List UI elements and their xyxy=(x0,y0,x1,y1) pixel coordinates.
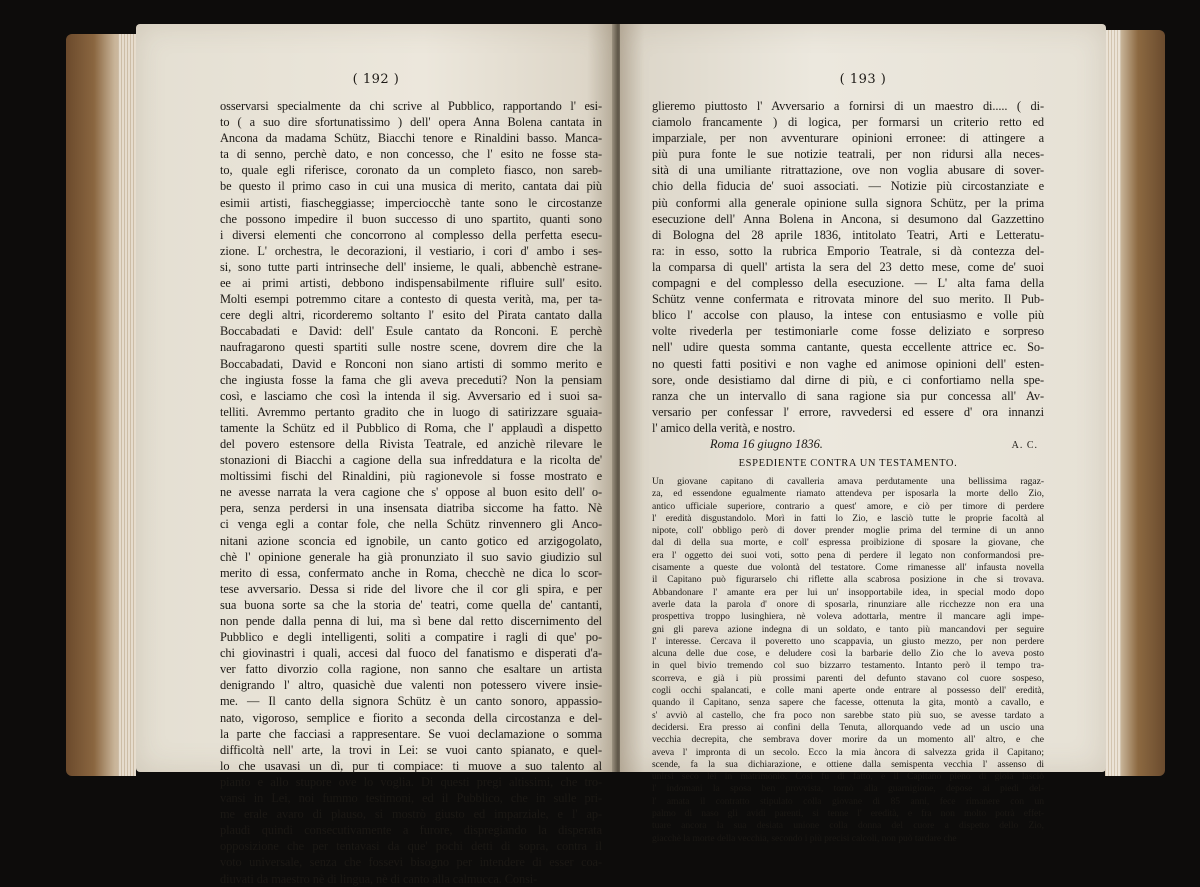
text-line: difficoltà nell' arte, la trovi in Lei: se vuoi canto spianato, e quel- xyxy=(220,742,602,757)
text-line: me. — Il canto della signora Schütz è un canto sonoro, appassio- xyxy=(220,694,602,709)
small-text-line: Un giovane capitano di cavalleria amava perdutamente una bellissima ragaz- xyxy=(652,475,1044,487)
anecdote-body xyxy=(652,476,1044,845)
text-line: la parte che facciasi a rappresentare. Se vuoi declamazione o somma xyxy=(220,726,602,741)
text-line: telliti. Avremmo pertanto gradito che in luogo di satirizzare sguaia- xyxy=(220,404,602,419)
text-line: chè l' opinione generale ha già pronunziato il suo savio giudizio sul xyxy=(220,549,602,564)
text-line: non pende dalla penna di lui, ma sì bene dal retto discernimento del xyxy=(220,614,602,628)
text-line: osservarsi specialmente da chi scrive al Pubblico, rapportando l' esi- xyxy=(220,99,602,113)
small-text-line: l' eredità disgustandolo. Morì in fatti lo Zio, e lasciò tutte le proprie facoltà al xyxy=(652,512,1044,524)
small-text-line: aveva l' impronta di un secolo. Ecco la mia àncora di salvezza grida il Capitano; xyxy=(652,746,1044,758)
text-line: sità di una umiliante ritrattazione, ove non voglia abusare di sover- xyxy=(652,163,1044,178)
dateline: Roma 16 giugno 1836. xyxy=(710,436,823,451)
small-text-line: prospettiva troppo lusinghiera, nè voleva adottarla, mentre il mancare agli impe- xyxy=(652,611,1044,623)
small-text-line: scorreva, e già i più prossimi parenti del defunto stavano col cuore sospeso, xyxy=(652,672,1044,684)
text-line: esimii artisti, fiaschеggiasse; imperciocchè tante sono le circostanze xyxy=(220,195,602,210)
text-line: ee ai primi artisti, debbono indispensabilmente rifluire sull' esito. xyxy=(220,276,602,291)
text-line: imparziale, per non avventurare opinioni erronee: di attingere a xyxy=(652,131,1044,146)
small-text-line: cisamente a queste due volontà del testatore. Come rimanesse all' infausta novella xyxy=(652,562,1044,574)
small-text-line: palmo di naso gli avidi parenti, si tenne l' eredità, e fra non molto potrà effet- xyxy=(652,807,1044,819)
small-text-line: tuare ancora la sua desiata unione colla donna del cuore a dispetto dello Zio, xyxy=(652,820,1044,832)
text-line: ne avesse narrata la vera cagione che s' oppose al buon esito dell' o- xyxy=(220,485,602,500)
text-line: Boccabadati, David e Ronconi non siano artisti di sommo merito e xyxy=(220,356,602,371)
small-text-line: il Capitano può figurarselo chi riflette alla scabrosa posizione in che si trovava. xyxy=(652,574,1044,586)
text-line: nato, vigoroso, semplice e fiorito a seconda della circostanza e del- xyxy=(220,710,602,725)
right-page xyxy=(620,24,1106,844)
text-line: Boccabadati e David: dell' Esule cantato da Ronconi. E perchè xyxy=(220,324,602,339)
text-line: tamente la Schütz ed il Pubblico di Roma, che l' applaudì a dispetto xyxy=(220,420,602,435)
small-text-line: vecchia decrepita, che sembrava dover morire da un momento all' altro, e che xyxy=(652,734,1044,746)
right-page-body xyxy=(652,98,1044,845)
text-line: opposizione che per tentavasi da que' pochi detti di sopra, contra il xyxy=(220,839,602,854)
small-text-line: giacchè la morte della vecchia, secondo i più precisi calcoli, non può tardare che xyxy=(652,832,957,844)
small-text-line: gni gli pareva azione indegna di un soldato, e tanto più mancandovi per seguire xyxy=(652,623,1044,635)
small-text-line: antico ufficiale superiore, contrario a quest' amore, e ciò per timore di perdere xyxy=(652,500,1044,512)
text-line: moltissimi fischi del Rinaldini, più ragionevole si fosse mostrato e xyxy=(220,469,602,484)
text-line: cere degli altri, ricorderemo soltanto l' esito del Pirata cantato dalla xyxy=(220,308,602,323)
left-page xyxy=(136,24,616,886)
signature-initials: A. C. xyxy=(1011,439,1038,451)
text-line: nitani azione sconcia ed ignobile, un canto gotico ed arzigogolato, xyxy=(220,533,602,548)
text-line: ranza che un intervallo di sana ragione sia pur concessa all' Av- xyxy=(652,388,1044,403)
text-line: compagni e del complesso della esecuzione. — L' alta fama della xyxy=(652,276,1044,291)
text-line: me erale avaro di plauso, si mostrò giusto ed imparziale, e l' ap- xyxy=(220,807,602,822)
small-text-line: scende, fa la sua dichiarazione, e ottiene dalla semispenta vecchia l' assenso di xyxy=(652,758,1044,770)
text-line: ciamolo francamente ) di logica, per formarsi un criterio retto ed xyxy=(652,115,1044,130)
text-line: che ingiusta fosse la fama che gli aveva preceduti? Non la pensiam xyxy=(220,372,602,387)
text-line: no questi fatti positivi e non vaghe ed animose opinioni dell' esten- xyxy=(652,356,1044,371)
small-text-line: s' avviò al castello, che fra poco non sarebbe stato più suo, se avesse tardato a xyxy=(652,709,1044,721)
text-line: più conformi alla generale opinione sulla signora Schütz, per la prima xyxy=(652,195,1044,210)
text-line: ci venga egli a contar fole, che nella Schütz rinvennero gli Anco- xyxy=(220,517,602,532)
text-line: Schütz venne confermata e ritrovata minore del suo merito. Il Pub- xyxy=(652,292,1044,307)
letter-continuation xyxy=(652,98,1044,436)
section-title: ESPEDIENTE CONTRA UN TESTAMENTO. xyxy=(738,457,958,469)
small-text-line: nipote, coll' obbligo però di dover prender moglie prima del termine di un anno xyxy=(652,525,1044,537)
text-line: che possono impedire il buon successo di uno spartito, quanti sono xyxy=(220,211,602,226)
text-line: ra: in esso, sotto la rubrica Emporio Teatrale, si dà contezza del- xyxy=(652,243,1044,258)
text-line: pianto e allo stupore ove lo voglia. Di questi pregi altissimi, che tro- xyxy=(220,774,602,789)
left-page-body xyxy=(220,98,602,887)
small-text-line: l' interesse. Cercava il poveretto uno scappavia, un giusto mezzo, per non perdere xyxy=(652,635,1044,647)
text-line: lo che usavasi un dì, pur ti compiace: ti muove a suo talento al xyxy=(220,758,602,773)
small-text-line: cogli occhi spalancati, e colle mani aperte onde entrare al possesso dell' eredità, xyxy=(652,685,1044,697)
text-line: to ( a suo dire sfortunatissimo ) dell' opera Anna Bolena cantata in xyxy=(220,115,602,130)
text-line: Ancona da madama Schütz, Biacchi tenore e Rinaldini basso. Manca- xyxy=(220,131,602,146)
text-line: vansi in Lei, noi fummo testimoni, ed il Pubblico, che in sulle pri- xyxy=(220,791,602,806)
small-text-line: alcuna delle due cose, e deludere così la barbarie dello Zio che lo aveva posto xyxy=(652,648,1044,660)
text-line: be questo il primo caso in cui una musica di merito, cantata dai più xyxy=(220,179,602,194)
text-line: voto universale, senza che fossevi bisogno per intendere di esser coa- xyxy=(220,855,602,870)
text-line: Pubblico e degli intelligenti, soliti a compatire i ragli di que' po- xyxy=(220,630,602,645)
page-number-right: ( 193 ) xyxy=(839,72,887,87)
small-text-line: decidersi. Era presso ai confini della Tenuta, allorquando vede ad un uscio una xyxy=(652,721,1044,733)
text-line: glieremo piuttosto l' Avversario a fornirsi di un maestro di..... ( di- xyxy=(652,99,1044,113)
dateline-row xyxy=(652,436,1044,454)
text-line: naufragarono questi spartiti sulle nostre scene, dovrem dire che la xyxy=(220,340,602,355)
text-line: chio della fiducia de' suoi associati. — Notizie più circostanziate e xyxy=(652,179,1044,194)
text-line: pera, senza perdersi in una insensata diatriba siccome ha fatto. Nè xyxy=(220,501,602,516)
text-line: tese avversario. Dessa si ride del livore che il cor gli spira, e per xyxy=(220,581,602,596)
text-line: così, e lasciamo che così la intenda il sig. Avversario ed i suoi sa- xyxy=(220,388,602,403)
open-book xyxy=(60,16,1165,886)
text-line: di Bologna del 28 aprile 1836, intitolato Teatri, Arti e Letteratu- xyxy=(652,227,1044,242)
small-text-line: in quel bivio tremendo col suo bizzarro testamento. Intanto però il tempo tra- xyxy=(652,660,1044,672)
text-line: to, quale egli riferisce, coronato da un completo fiasco, non sareb- xyxy=(220,163,602,178)
small-text-line: l' amata il contratto stipulato colla giovane di 85 anni, fece rimanere con un xyxy=(652,795,1044,807)
text-line: chi giovinastri i quali, accesi dal fuoco del fanatismo e disperati d'a- xyxy=(220,646,602,661)
text-line: sua buona sorte sa che la storia de' teatri, come quella de' cantanti, xyxy=(220,597,602,612)
small-text-line: l' indomani la sposa ben provvista, tornò alla guarnigione, depose ai piedi del- xyxy=(652,783,1044,795)
small-text-line: quando il Capitano, senza sapere che facesse, ottenuta la gita, montò a cavallo, e xyxy=(652,697,1044,709)
small-text-line: unirsi seco lei in matrimonio. Così fu di fatto, e il Capitano pieno di gioia lasciò xyxy=(652,771,1044,783)
text-line: blico l' accolse con plauso, la intese con entusiasmo e volle più xyxy=(652,308,1044,323)
text-line: zione. L' orchestra, le decorazioni, il vestiario, i cori d' ambo i ses- xyxy=(220,243,602,258)
text-line: sore, onde desistiamo dal dirne di più, e ci confortiamo nella spe- xyxy=(652,372,1044,387)
text-line: ver fatto divorzio colla ragione, non sanno che esaltare un artista xyxy=(220,662,602,677)
right-page-edges xyxy=(1105,30,1165,776)
text-line: diuvati da maestro nè di lingua, nè di canto alla calmucca. Consi- xyxy=(220,871,538,886)
text-line: stonazioni di Biacchi a cagione della sua infreddatura e la ricolta de' xyxy=(220,453,602,468)
text-line: la comparsa di quell' artista la sera del 23 detto mese, come de' suoi xyxy=(652,259,1044,274)
text-line: nell' udire questa somma cantante, questa eccellente attrice ec. So- xyxy=(652,340,1044,355)
text-line: si, sono tutte parti intrinseche dell' insieme, le quali, abbenchè estrane- xyxy=(220,259,602,274)
text-line: l' amico della verità, e nostro. xyxy=(652,420,796,435)
page-number-left: ( 192 ) xyxy=(352,72,400,87)
text-line: ta di senno, perchè dato, e non concesso, che l' esito ne fosse sta- xyxy=(220,147,602,162)
left-page-edges xyxy=(66,34,136,776)
small-text-line: averle data la parola d' onore di sposarla, rinunziare alle ricchezze non era una xyxy=(652,598,1044,610)
text-line: denigrando l' altro, quasichè due valenti non potessero vivere insie- xyxy=(220,678,602,693)
text-line: esecuzione dell' Anna Bolena in Ancona, si desumono dal Gazzettino xyxy=(652,211,1044,226)
text-line: più pura fonte le sue notizie teatrali, per non ridursi alla neces- xyxy=(652,147,1044,162)
text-line: volte rivederla per testimoniarle come fosse deliziato e sorpreso xyxy=(652,324,1044,339)
text-line: i diversi elementi che concorrono al complesso della perfetta esecu- xyxy=(220,227,602,242)
small-text-line: Abbandonare l' amante era per lui un' insopportabile idea, in special modo dopo xyxy=(652,586,1044,598)
small-text-line: za, ed essendone egualmente riamato attendeva per isposarla la morte dello Zio, xyxy=(652,488,1044,500)
text-line: plaudì quindi consecutivamente a furore, dispregiando la disperata xyxy=(220,823,602,838)
small-text-line: dal dì della sua morte, e coll' espressa proibizione di sposare la giovane, che xyxy=(652,537,1044,549)
text-line: merito di essa, confermato anche in Roma, checchè ne dica lo scor- xyxy=(220,565,602,580)
text-line: Molti esempi potremmo citare a contesto di questa verità, ma, per ta- xyxy=(220,292,602,307)
text-line: del povero estensore della Rivista Teatrale, ed anzichè rilevare le xyxy=(220,436,602,451)
small-text-line: era l' oggetto dei suoi voti, sotto pena di perdere il legato non conformandosi pre- xyxy=(652,549,1044,561)
text-line: versario per confessar l' errore, ravvedersi ed essere d' ora innanzi xyxy=(652,404,1044,419)
